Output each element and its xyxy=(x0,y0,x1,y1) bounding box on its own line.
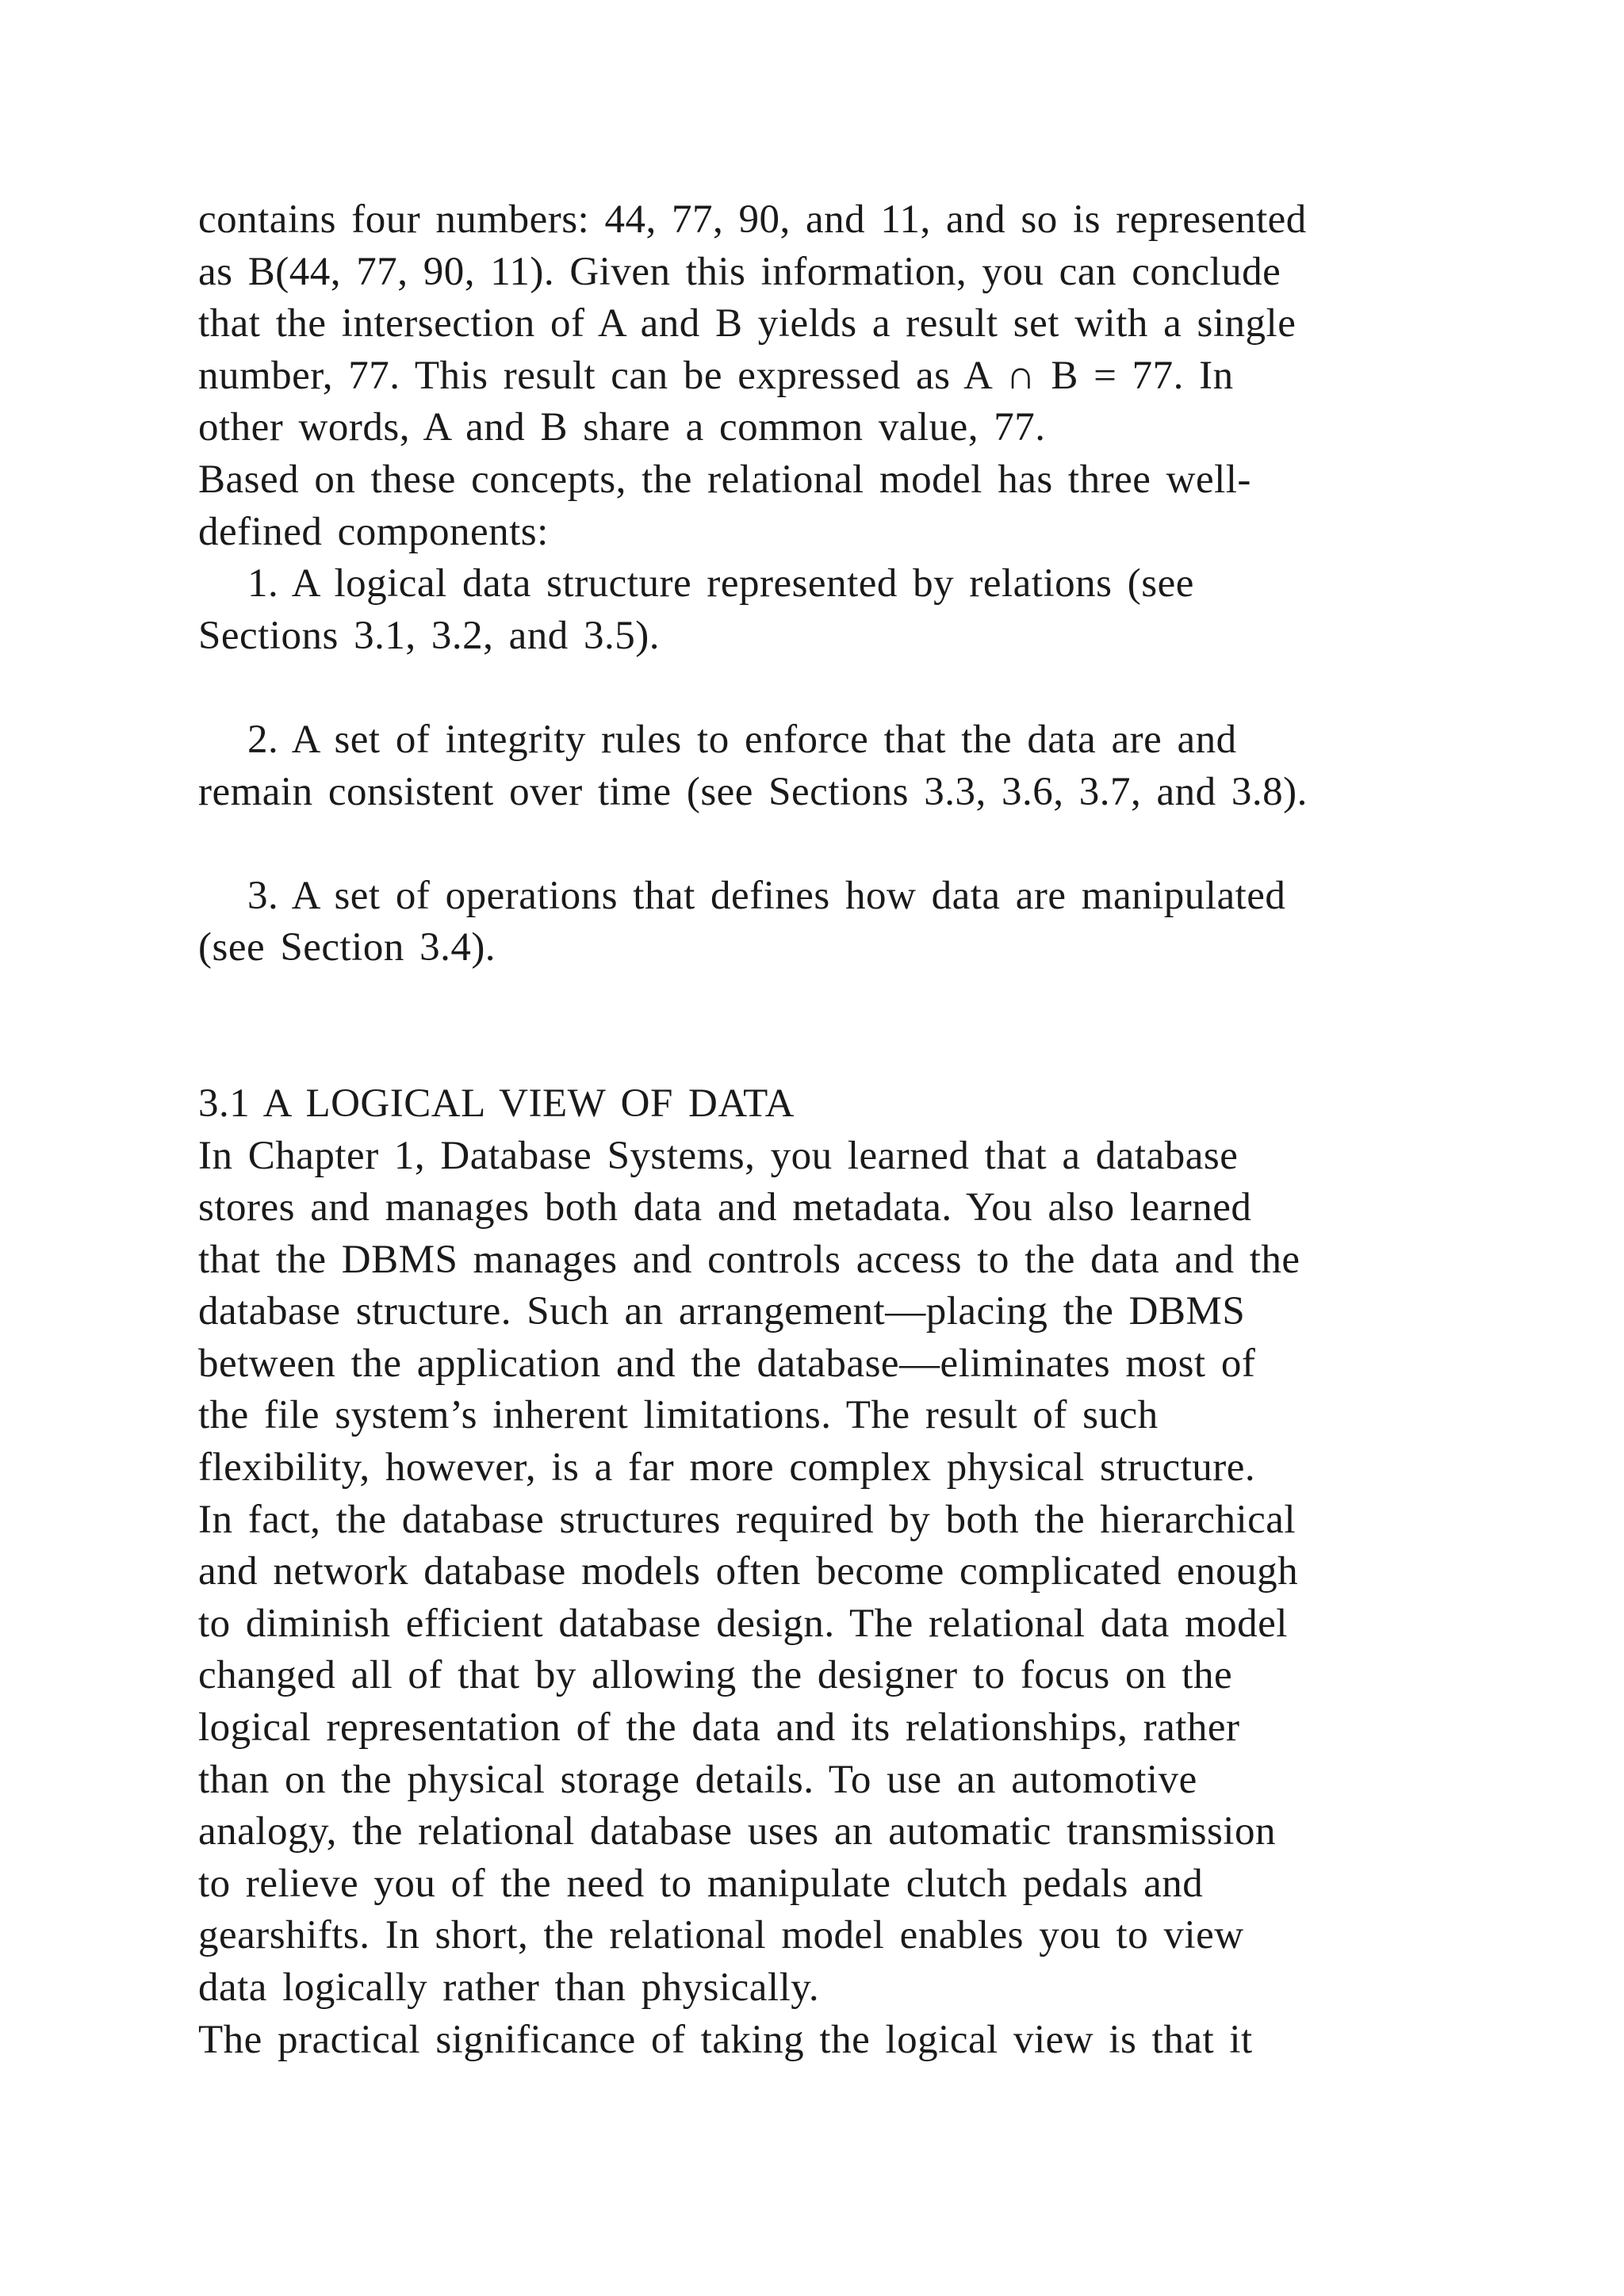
text-line: that the DBMS manages and controls access to the data and the xyxy=(198,1237,1300,1282)
list-item-2 xyxy=(198,714,1515,818)
text-line: between the application and the database—eliminates most of xyxy=(198,1341,1256,1386)
text-line: to relieve you of the need to manipulate clutch pedals and xyxy=(198,1861,1204,1906)
text-line: to diminish efficient database design. The relational data model xyxy=(198,1601,1288,1646)
text-line: flexibility, however, is a far more complex physical structure. xyxy=(198,1445,1256,1490)
text-line: stores and manages both data and metadata. You also learned xyxy=(198,1185,1252,1230)
list-item-3 xyxy=(198,871,1515,974)
text-line: that the intersection of A and B yields a result set with a single xyxy=(198,301,1297,346)
text-line: Sections 3.1, 3.2, and 3.5). xyxy=(198,613,660,658)
text-line: logical representation of the data and its relationships, rather xyxy=(198,1705,1240,1751)
list-item-1 xyxy=(198,558,1515,662)
spacer xyxy=(198,974,1515,1078)
document-page xyxy=(198,194,1515,2066)
text-line: contains four numbers: 44, 77, 90, and 11, and so is represented xyxy=(198,197,1307,242)
text-line: as B(44, 77, 90, 11). Given this information, you can conclude xyxy=(198,249,1281,294)
text-line: 1. A logical data structure represented by relations (see xyxy=(247,561,1194,607)
text-line: 2. A set of integrity rules to enforce that the data are and xyxy=(247,717,1237,762)
text-line: number, 77. This result can be expressed as A ∩ B = 77. In xyxy=(198,353,1234,398)
section-heading: 3.1 A LOGICAL VIEW OF DATA xyxy=(198,1081,795,1126)
text-line: Based on these concepts, the relational model has three well- xyxy=(198,457,1251,502)
text-line: the file system’s inherent limitations. The result of such xyxy=(198,1393,1159,1438)
text-line: data logically rather than physically. xyxy=(198,1965,820,2010)
text-line: analogy, the relational database uses an automatic transmission xyxy=(198,1809,1276,1854)
text-line: gearshifts. In short, the relational model enables you to view xyxy=(198,1913,1244,1958)
spacer xyxy=(198,662,1515,714)
text-line: (see Section 3.4). xyxy=(198,925,496,970)
text-line: remain consistent over time (see Sections 3.3, 3.6, 3.7, and 3.8). xyxy=(198,769,1308,814)
paragraph-intersection xyxy=(198,194,1515,454)
paragraph-practical xyxy=(198,2015,1515,2067)
text-line: In fact, the database structures required by both the hierarchical xyxy=(198,1497,1297,1542)
text-line: In Chapter 1, Database Systems, you learned that a database xyxy=(198,1133,1239,1178)
text-line: and network database models often become complicated enough xyxy=(198,1549,1299,1594)
text-line: defined components: xyxy=(198,509,549,554)
text-line: 3. A set of operations that defines how data are manipulated xyxy=(247,873,1286,918)
spacer xyxy=(198,818,1515,871)
text-line: other words, A and B share a common value, 77. xyxy=(198,405,1046,450)
text-line: changed all of that by allowing the designer to focus on the xyxy=(198,1653,1233,1698)
text-line: The practical significance of taking the logical view is that it xyxy=(198,2017,1253,2062)
text-line: database structure. Such an arrangement—placing the DBMS xyxy=(198,1289,1246,1334)
paragraph-logical-view xyxy=(198,1131,1515,2015)
text-line: than on the physical storage details. To use an automotive xyxy=(198,1757,1197,1802)
paragraph-components-intro xyxy=(198,454,1515,558)
